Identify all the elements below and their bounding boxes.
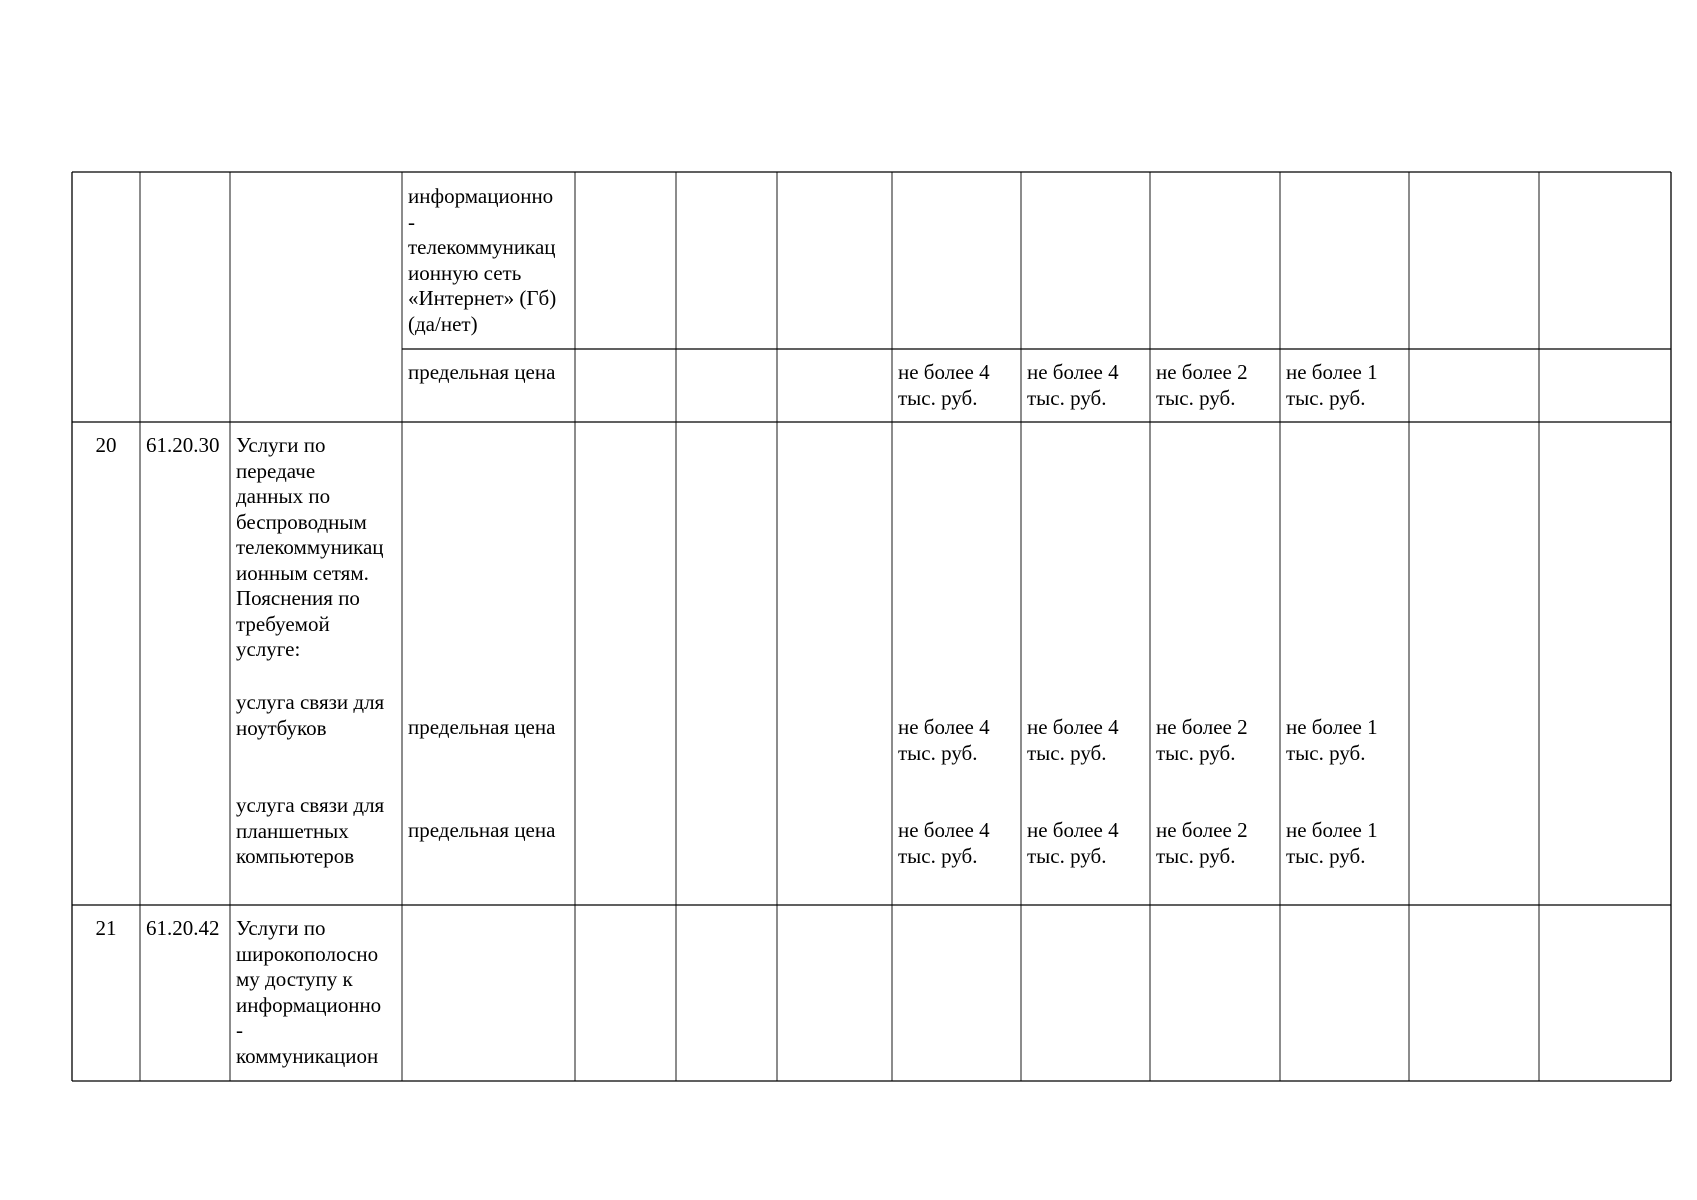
- limit-cell: не более 2 тыс. руб.: [1156, 818, 1248, 868]
- row-number: 20: [95, 433, 117, 457]
- limit-cell: не более 4 тыс. руб.: [898, 818, 990, 868]
- row-name: Услуги по широкополосно му доступу к информационно - коммуникацион: [236, 916, 382, 1068]
- limit-cell: не более 4 тыс. руб.: [1027, 818, 1119, 868]
- sub-item-name: услуга связи для планшетных компьютеров: [236, 793, 385, 868]
- characteristic-continued: информационно - телекоммуникац ионную сеть «Интернет» (Гб) (да/нет): [408, 184, 557, 336]
- limit-cell: не более 1 тыс. руб.: [1286, 360, 1378, 410]
- row-code: 61.20.42: [146, 916, 220, 940]
- sub-item-characteristic: предельная цена: [408, 715, 556, 739]
- limit-cell: не более 2 тыс. руб.: [1156, 360, 1248, 410]
- limit-cell: не более 4 тыс. руб.: [1027, 715, 1119, 765]
- sub-item-characteristic: предельная цена: [408, 818, 556, 842]
- price-label: предельная цена: [408, 360, 556, 384]
- limit-cell: не более 4 тыс. руб.: [898, 715, 990, 765]
- row-code: 61.20.30: [146, 433, 220, 457]
- row-number: 21: [95, 916, 117, 940]
- row-name: Услуги по передаче данных по беспроводным телекоммуникац ионным сетям. Пояснения по требуемой услуге:: [236, 433, 384, 661]
- limit-cell: не более 4 тыс. руб.: [898, 360, 990, 410]
- sub-item-name: услуга связи для ноутбуков: [236, 690, 385, 740]
- limit-cell: не более 1 тыс. руб.: [1286, 715, 1378, 765]
- limit-cell: не более 1 тыс. руб.: [1286, 818, 1378, 868]
- limit-cell: не более 2 тыс. руб.: [1156, 715, 1248, 765]
- limit-cell: не более 4 тыс. руб.: [1027, 360, 1119, 410]
